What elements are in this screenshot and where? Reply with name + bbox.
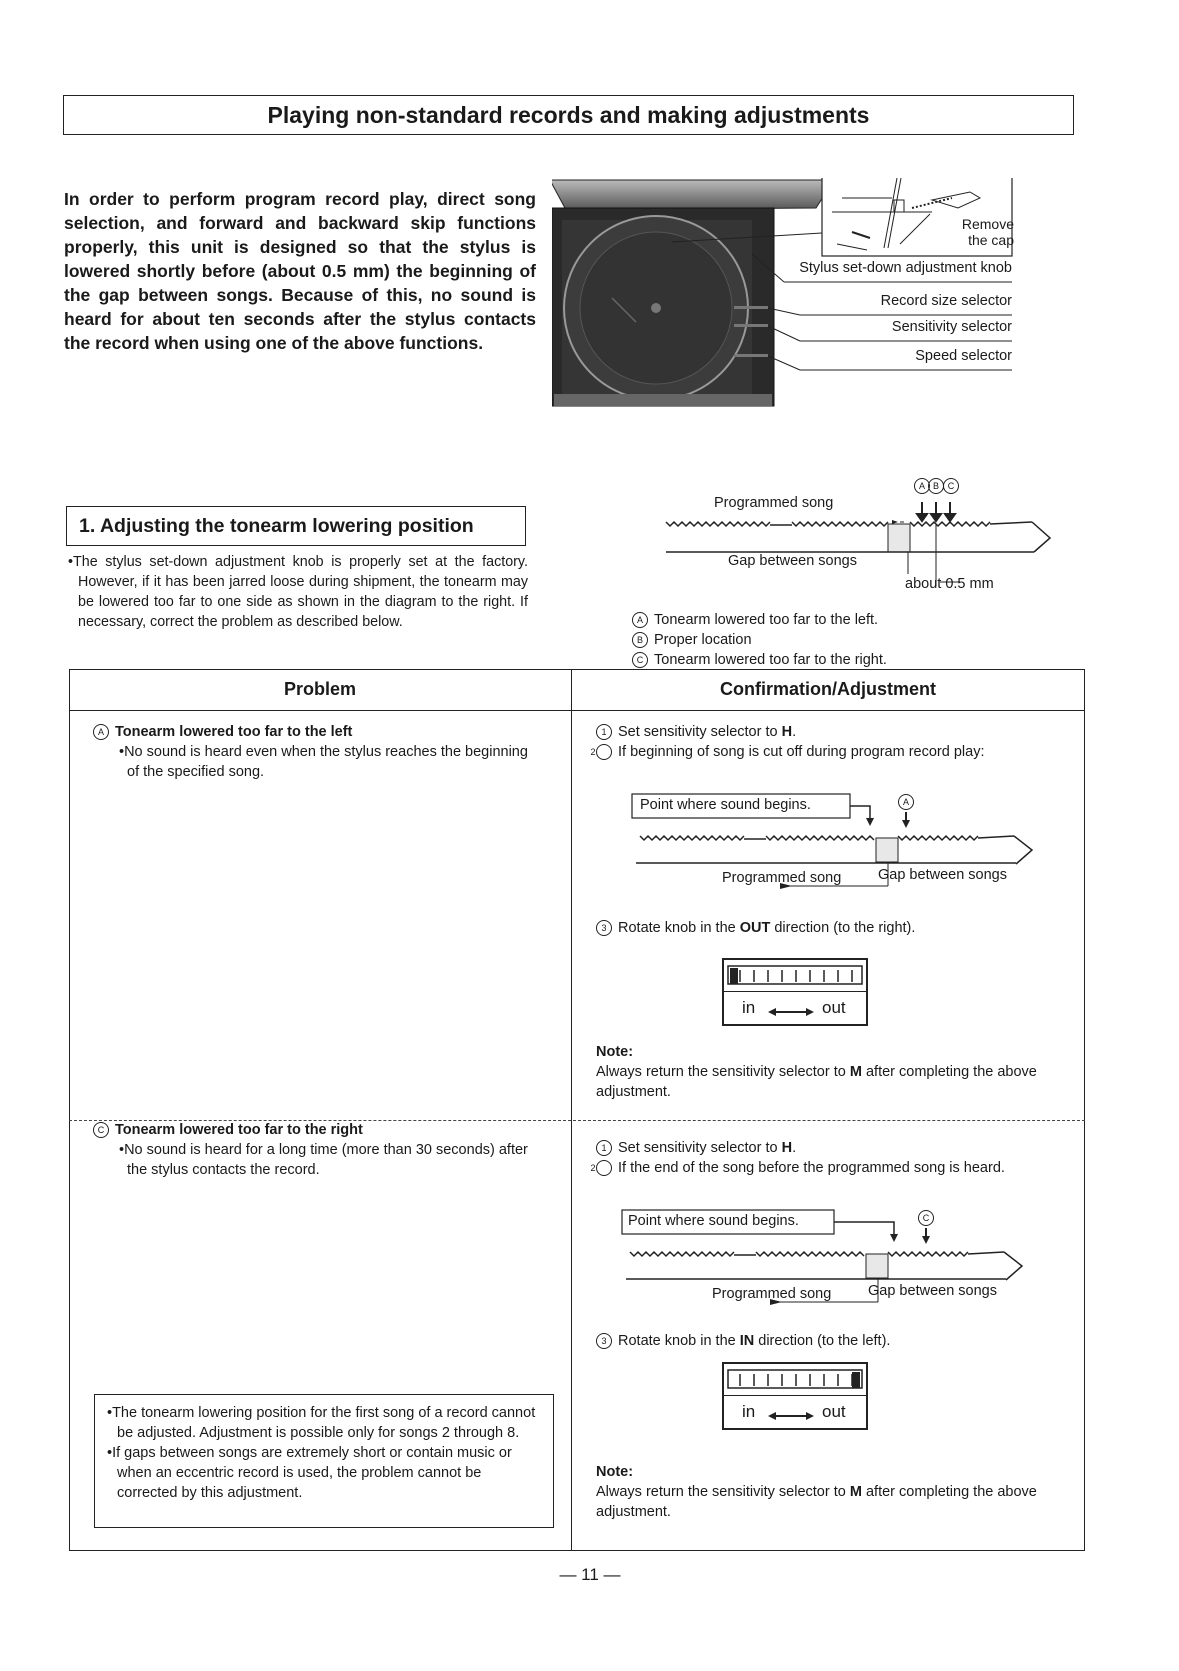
programmed-song-label: Programmed song: [714, 495, 834, 511]
problem-c-title-text: Tonearm lowered too far to the right: [115, 1122, 363, 1138]
knob-a-in-label: in: [742, 998, 756, 1017]
note-c: [596, 1462, 1066, 1522]
problem-c-desc: •No sound is heard for a long time (more than 30 seconds) after the stylus contacts the record.: [119, 1142, 528, 1178]
table-column-divider: [571, 669, 572, 1551]
remove-cap-label: Remove: [961, 216, 1014, 232]
legend-item-a: [632, 610, 1062, 630]
adjust-a-step1: [596, 722, 1066, 742]
step-a3-post: direction (to the right).: [770, 920, 916, 936]
section-heading: [66, 506, 526, 546]
note-c-pre: Always return the sensitivity selector to: [596, 1484, 850, 1500]
legend-mark-c: C: [632, 652, 648, 668]
problem-a-title-text: Tonearm lowered too far to the left: [115, 724, 353, 740]
step-a1-post: .: [792, 724, 797, 740]
step-c3-num: 3: [596, 1333, 612, 1349]
section-heading-text: 1. Adjusting the tonearm lowering position: [79, 514, 474, 537]
page-title: [63, 95, 1074, 135]
adjust-a: [590, 722, 1066, 762]
legend-text-b: Proper location: [654, 632, 752, 648]
problem-a-mark: A: [93, 724, 109, 740]
step-a2-text: If beginning of song is cut off during program record play:: [618, 744, 985, 760]
programmed-song-label-a: Programmed song: [722, 870, 842, 886]
step-c1-num: 1: [596, 1140, 612, 1156]
knob-c-divider: [724, 1395, 866, 1396]
remove-cap-label-2: the cap: [968, 232, 1014, 248]
knob-c-out-label: out: [822, 1402, 846, 1421]
step-c1-post: .: [792, 1140, 797, 1156]
note-a-pre: Always return the sensitivity selector to: [596, 1064, 850, 1080]
legend-text-a: Tonearm lowered too far to the left.: [654, 612, 879, 628]
page-number: — 11 —: [559, 1565, 621, 1584]
adjust-a-step3: [596, 918, 1066, 938]
point-label-a: Point where sound begins.: [640, 797, 811, 813]
callout-stylus-knob: Stylus set-down adjustment knob: [799, 260, 1012, 276]
header-problem: Problem: [283, 679, 357, 699]
groove-diagram-svg: [660, 474, 1080, 604]
step-c3-post: direction (to the left).: [754, 1333, 891, 1349]
legend-item-c: [632, 650, 1062, 670]
gap-label-c: Gap between songs: [868, 1283, 997, 1299]
knob-c-double-arrow: [768, 1410, 814, 1422]
page-title-text: Playing non-standard records and making adjustments: [267, 101, 870, 128]
callout-sensitivity: Sensitivity selector: [891, 319, 1012, 335]
legend-mark-a: A: [632, 612, 648, 628]
device-figure: [552, 178, 1092, 416]
marker-b: B: [928, 478, 944, 494]
knob-a-divider: [724, 991, 866, 992]
step-a3-num: 3: [596, 920, 612, 936]
step-a1-num: 1: [596, 724, 612, 740]
knob-c-slider: [724, 1364, 866, 1392]
step-a3-pre: Rotate knob in the: [618, 920, 740, 936]
step-a1-pre: Set sensitivity selector to: [618, 724, 782, 740]
adjust-c-step2: [590, 1158, 1066, 1178]
section-intro-text: •The stylus set-down adjustment knob is properly set at the factory. However, if it has been jarred loose during shipment, the tonearm may be lowered too far to one side as shown in the diagram to the right. If necessary, correct the problem as described below.: [68, 554, 528, 630]
step-c3-bold: IN: [739, 1333, 755, 1349]
step-c1-pre: Set sensitivity selector to: [618, 1140, 782, 1156]
marker-c: C: [943, 478, 959, 494]
about-label: about 0.5 mm: [905, 576, 994, 592]
problem-c-title: [93, 1120, 533, 1140]
step-c2-num: 2: [596, 1160, 612, 1176]
limitation-note-1: •The tonearm lowering position for the first song of a record cannot be adjusted. Adjustment is possible only for songs 2 through 8.: [107, 1405, 536, 1441]
groove-legend: [632, 610, 1062, 670]
table-header-divider: [69, 710, 1085, 711]
marker-a: A: [914, 478, 930, 494]
adjust-c: [590, 1138, 1066, 1178]
groove-mini-c: [620, 1208, 1040, 1318]
point-label-c: Point where sound begins.: [628, 1213, 799, 1229]
problem-a: [93, 722, 533, 782]
limitation-note-2: •If gaps between songs are extremely short or contain music or when an eccentric record is used, the problem cannot be corrected by this adjustment.: [107, 1445, 512, 1501]
mini-marker-c: C: [918, 1210, 934, 1226]
mini-marker-a: A: [898, 794, 914, 810]
knob-c-in-label: in: [742, 1402, 756, 1421]
note-a: [596, 1042, 1066, 1102]
header-adjustment: Confirmation/Adjustment: [720, 679, 936, 699]
note-c-post: after completing the above adjustment.: [596, 1484, 1037, 1520]
problem-a-title: [93, 722, 533, 742]
adjust-c-step1: [596, 1138, 1066, 1158]
knob-a-double-arrow: [768, 1006, 814, 1018]
note-a-title: Note:: [596, 1044, 634, 1060]
knob-a: [722, 958, 868, 1026]
limitations-box: [94, 1394, 554, 1528]
step-a3-bold: OUT: [739, 920, 771, 936]
intro-paragraph: In order to perform program record play, direct song selection, and forward and backward skip functions properly, this unit is designed so that the stylus is lowered shortly before (about 0.5 mm) the beginning of the gap between songs. Because of this, no sound is heard for about ten seconds after the stylus contacts the record when using one of the above functions.: [64, 189, 536, 353]
knob-a-slider: [724, 960, 866, 988]
adjust-c-step3: [596, 1331, 1066, 1351]
knob-a-out-label: out: [822, 998, 846, 1017]
step-c2-text: If the end of the song before the programmed song is heard.: [618, 1160, 1005, 1176]
step-a2-num: 2: [596, 744, 612, 760]
note-a-text: [596, 1062, 1066, 1102]
problem-a-desc: •No sound is heard even when the stylus reaches the beginning of the specified song.: [119, 744, 528, 780]
callout-record-size: Record size selector: [880, 293, 1012, 309]
callout-speed: Speed selector: [915, 348, 1012, 364]
groove-diagram: [660, 474, 1080, 614]
note-a-post: after completing the above adjustment.: [596, 1064, 1037, 1100]
adjust-a-step2: [590, 742, 1066, 762]
legend-text-c: Tonearm lowered too far to the right.: [654, 652, 887, 668]
note-c-bold: M: [849, 1484, 862, 1500]
gap-label-a: Gap between songs: [878, 867, 1007, 883]
gap-label: Gap between songs: [728, 553, 857, 569]
step-c3-pre: Rotate knob in the: [618, 1333, 740, 1349]
note-c-title: Note:: [596, 1464, 634, 1480]
problem-c-mark: C: [93, 1122, 109, 1138]
note-a-bold: M: [849, 1064, 862, 1080]
step-a1-bold: H: [781, 724, 793, 740]
note-c-text: [596, 1482, 1066, 1522]
step-c1-bold: H: [781, 1140, 793, 1156]
legend-item-b: [632, 630, 1062, 650]
programmed-song-label-c: Programmed song: [712, 1286, 832, 1302]
legend-mark-b: B: [632, 632, 648, 648]
knob-c: [722, 1362, 868, 1430]
groove-mini-a: [630, 792, 1050, 902]
problem-c: [93, 1120, 533, 1180]
section-intro: [68, 552, 528, 632]
